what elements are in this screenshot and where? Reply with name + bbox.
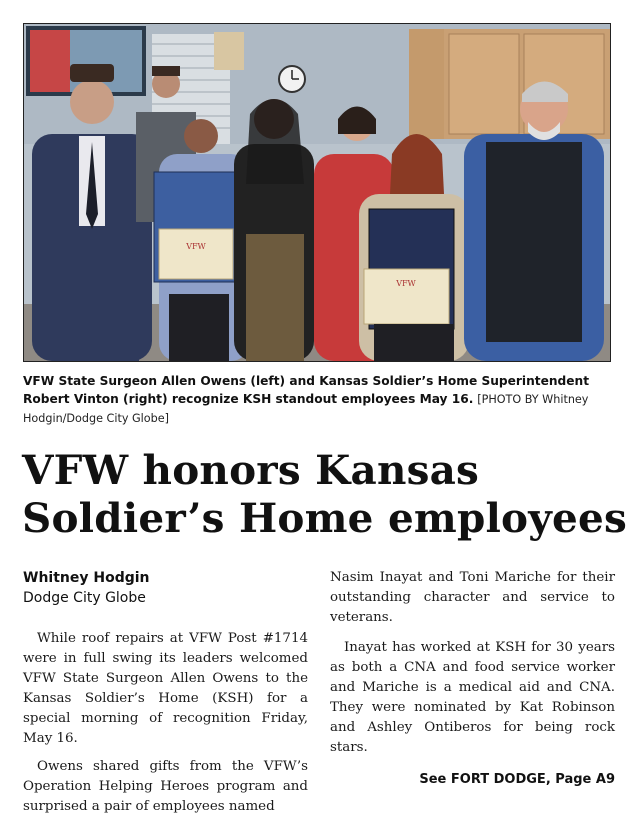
photo-credit: [PHOTO BY Whitney Hodgin/Dodge City Globe]	[23, 393, 589, 425]
article-column-left	[23, 629, 308, 817]
headline-line-2: Soldier’s Home employees	[22, 494, 627, 542]
byline-author: Whitney Hodgin	[23, 570, 150, 586]
news-photo	[23, 23, 611, 362]
byline	[23, 568, 150, 608]
certificate-label-2: VFW	[396, 279, 416, 288]
article-paragraph: While roof repairs at VFW Post #1714 were in full swing its leaders welcomed VFW State Surgeon Allen Owens to the Kansas Soldier’s Home (KSH) for a special morning of recognition Friday, May 16.	[23, 631, 308, 746]
certificate-label-1: VFW	[186, 242, 206, 251]
article-paragraph: Inayat has worked at KSH for 30 years as both a CNA and food service worker and Mariche is a medical aid and CNA. They were nominated by Kat Robinson and Ashley Ontiberos for being rock stars.	[330, 640, 615, 755]
article-column-right	[330, 568, 615, 758]
byline-source: Dodge City Globe	[23, 590, 146, 606]
jump-line: See FORT DODGE, Page A9	[419, 772, 615, 787]
photo-caption	[23, 372, 613, 428]
caption-text: VFW State Surgeon Allen Owens (left) and Kansas Soldier’s Home Superintendent Robert Vinton (right) recognize KSH standout employees May 16.	[23, 374, 590, 406]
headline-line-1: VFW honors Kansas	[22, 446, 480, 494]
article-paragraph: Owens shared gifts from the VFW’s Operation Helping Heroes program and surprised a pair of employees named	[23, 759, 308, 814]
headline	[22, 446, 627, 542]
article-paragraph: Nasim Inayat and Toni Mariche for their outstanding character and service to veterans.	[330, 570, 615, 625]
